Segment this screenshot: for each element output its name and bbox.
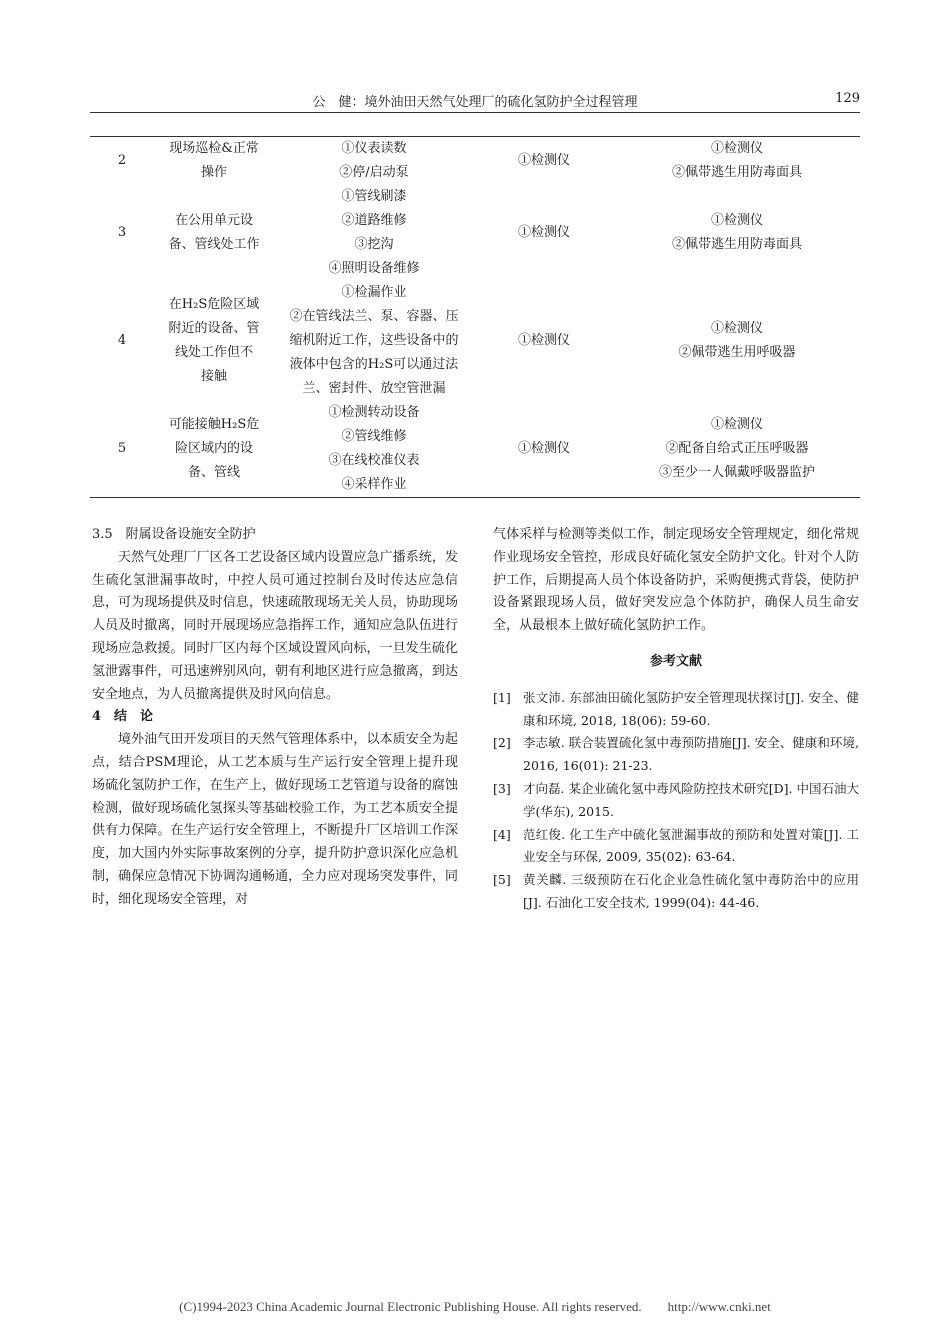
reference-text: 黄关麟. 三级预防在石化企业急性硫化氢中毒防治中的应用[J]. 石油化工安全技术, 1999(04): 44-46.	[523, 872, 859, 910]
row-number: 5	[117, 441, 127, 456]
work-scenario-line: 操作	[200, 165, 227, 180]
protective-equipment-line: ①检测仪	[710, 141, 763, 156]
work-activities-line: ③在线校准仪表	[328, 453, 420, 468]
work-activities-line: ①管线刷漆	[341, 189, 407, 204]
protective-equipment	[614, 137, 860, 186]
work-scenario	[154, 281, 274, 401]
protective-equipment-line: ②佩带逃生用呼吸器	[678, 345, 796, 360]
work-scenario-line: 备、管线	[187, 465, 240, 480]
reference-number: [3]	[493, 780, 511, 796]
work-activities	[274, 185, 474, 281]
work-activities-line: 液体中包含的H₂S可以通过法	[289, 357, 459, 372]
work-scenario	[154, 401, 274, 498]
work-activities	[274, 137, 474, 186]
monitoring: ①检测仪	[517, 153, 570, 168]
right-column	[493, 524, 859, 915]
monitoring: ①检测仪	[517, 333, 570, 348]
running-title: 公 健：境外油田天然气处理厂的硫化氢防护全过程管理	[312, 95, 638, 110]
work-activities	[274, 401, 474, 498]
protective-equipment	[614, 281, 860, 401]
work-activities-line: ①检漏作业	[341, 285, 407, 300]
copyright-footer: (C)1994-2023 China Academic Journal Electronic Publishing House. All rights reserved. http://www.cnki.net	[179, 1299, 771, 1314]
left-column	[92, 524, 458, 912]
protective-equipment-line: ③至少一人佩戴呼吸器监护	[658, 465, 815, 480]
reference-text: 李志敏. 联合装置硫化氢中毒预防措施[J]. 安全、健康和环境, 2016, 16(01): 21-23.	[523, 735, 859, 774]
row-number: 2	[117, 153, 127, 168]
work-scenario-line: 接触	[200, 369, 227, 384]
reference-item	[493, 824, 859, 870]
reference-item	[493, 732, 859, 778]
work-activities-line: 兰、密封件、放空管泄漏	[302, 381, 446, 396]
ppe-table	[90, 136, 860, 498]
work-scenario-line: 线处工作但不	[174, 345, 253, 360]
reference-text: 张文沛. 东部油田硫化氢防护安全管理现状探讨[J]. 安全、健康和环境, 2018, 18(06): 59-60.	[523, 689, 859, 728]
work-activities-line: ①仪表读数	[341, 141, 407, 156]
conclusion-continuation: 气体采样与检测等类似工作，制定现场安全管理规定，细化常规作业现场安全管控，形成良好硫化氢安全防护文化。针对个人防护工作，后期提高人员个体设备防护，采购便携式背袋，使防护设备紧跟现场人员，做好突发应急个体防护，确保人员生命安全，从最根本上做好硫化氢防护工作。	[493, 527, 859, 634]
work-scenario-line: 备、管线处工作	[168, 237, 260, 252]
work-scenario-line: 险区域内的设	[174, 441, 253, 456]
references-heading: 参考文献	[649, 653, 702, 669]
running-header	[90, 88, 860, 113]
work-scenario-line: 在公用单元设	[174, 213, 253, 228]
reference-number: [2]	[493, 735, 511, 751]
monitoring: ①检测仪	[517, 225, 570, 240]
work-activities-line: ②道路维修	[341, 213, 407, 228]
page-number: 129	[835, 91, 860, 106]
work-activities-line: 缩机附近工作，这些设备中的	[289, 333, 459, 348]
work-activities-line: ②停/启动泵	[339, 165, 409, 180]
protective-equipment-line: ①检测仪	[710, 213, 763, 228]
work-scenario-line: 附近的设备、管	[168, 321, 260, 336]
row-number: 3	[117, 225, 127, 240]
monitoring: ①检测仪	[517, 441, 570, 456]
work-activities-line: ②在管线法兰、泵、容器、压	[289, 309, 459, 324]
row-number: 4	[117, 333, 127, 348]
work-activities-line: ④照明设备维修	[328, 261, 420, 276]
table-row	[90, 137, 860, 186]
work-scenario-line: 在H₂S危险区域	[168, 297, 260, 312]
protective-equipment-line: ②配备自给式正压呼吸器	[665, 441, 809, 456]
work-activities-line: ①检测转动设备	[328, 405, 420, 420]
table-row	[90, 185, 860, 281]
reference-number: [5]	[493, 872, 511, 888]
reference-text: 才向磊. 某企业硫化氢中毒风险防控技术研究[D]. 中国石油大学(华东), 2015.	[523, 780, 859, 819]
protective-equipment-line: ②佩带逃生用防毒面具	[671, 165, 802, 180]
reference-item	[493, 778, 859, 824]
table-row	[90, 281, 860, 401]
section-4-heading: 4 结 论	[92, 709, 154, 725]
work-scenario	[154, 185, 274, 281]
reference-item	[493, 687, 859, 733]
reference-list	[493, 687, 859, 915]
work-activities-line: ④采样作业	[341, 477, 407, 492]
reference-number: [1]	[493, 689, 511, 705]
section-4-paragraph: 境外油气田开发项目的天然气管理体系中，以本质安全为起点，结合PSM理论，从工艺本质与生产运行安全管理上提升现场硫化氢防护工作，在生产上，做好现场工艺管道与设备的腐蚀检测，做好现场硫化氢探头等基础校验工作，为工艺本质安全提供有力保障。在生产运行安全管理上，不断提升厂区培训工作深度，加大国内外实际事故案例的分享，提升防护意识深化应急机制，确保应急情况下协调沟通畅通，全力应对现场突发事件，同时，细化现场安全管理，对	[92, 732, 458, 907]
work-scenario	[154, 137, 274, 186]
reference-text: 范红俊. 化工生产中硫化氢泄漏事故的预防和处置对策[J]. 工业安全与环保, 2009, 35(02): 63-64.	[523, 826, 859, 865]
work-scenario-line: 现场巡检&正常	[169, 141, 259, 156]
protective-equipment-line: ①检测仪	[710, 417, 763, 432]
table-row	[90, 401, 860, 498]
protective-equipment	[614, 185, 860, 281]
protective-equipment-line: ①检测仪	[710, 321, 763, 336]
reference-number: [4]	[493, 826, 511, 842]
work-activities	[274, 281, 474, 401]
work-scenario-line: 可能接触H₂S危	[168, 417, 260, 432]
section-3-5-heading: 3.5 附属设备设施安全防护	[92, 527, 256, 542]
section-3-5-paragraph: 天然气处理厂厂区各工艺设备区域内设置应急广播系统，发生硫化氢泄漏事故时，中控人员可通过控制台及时传达应急信息，可为现场提供及时信息，快速疏散现场无关人员，协助现场人员及时撤离，同时开展现场应急指挥工作，通知应急队伍进行现场应急救援。同时厂区内每个区域设置风向标，一旦发生硫化氢泄露事件，可迅速辨别风向，朝有利地区进行应急撤离，到达安全地点，为人员撤离提供及时风向信息。	[92, 549, 458, 702]
reference-item	[493, 869, 859, 915]
protective-equipment-line: ②佩带逃生用防毒面具	[671, 237, 802, 252]
work-activities-line: ③挖沟	[354, 237, 394, 252]
work-activities-line: ②管线维修	[341, 429, 407, 444]
protective-equipment	[614, 401, 860, 498]
